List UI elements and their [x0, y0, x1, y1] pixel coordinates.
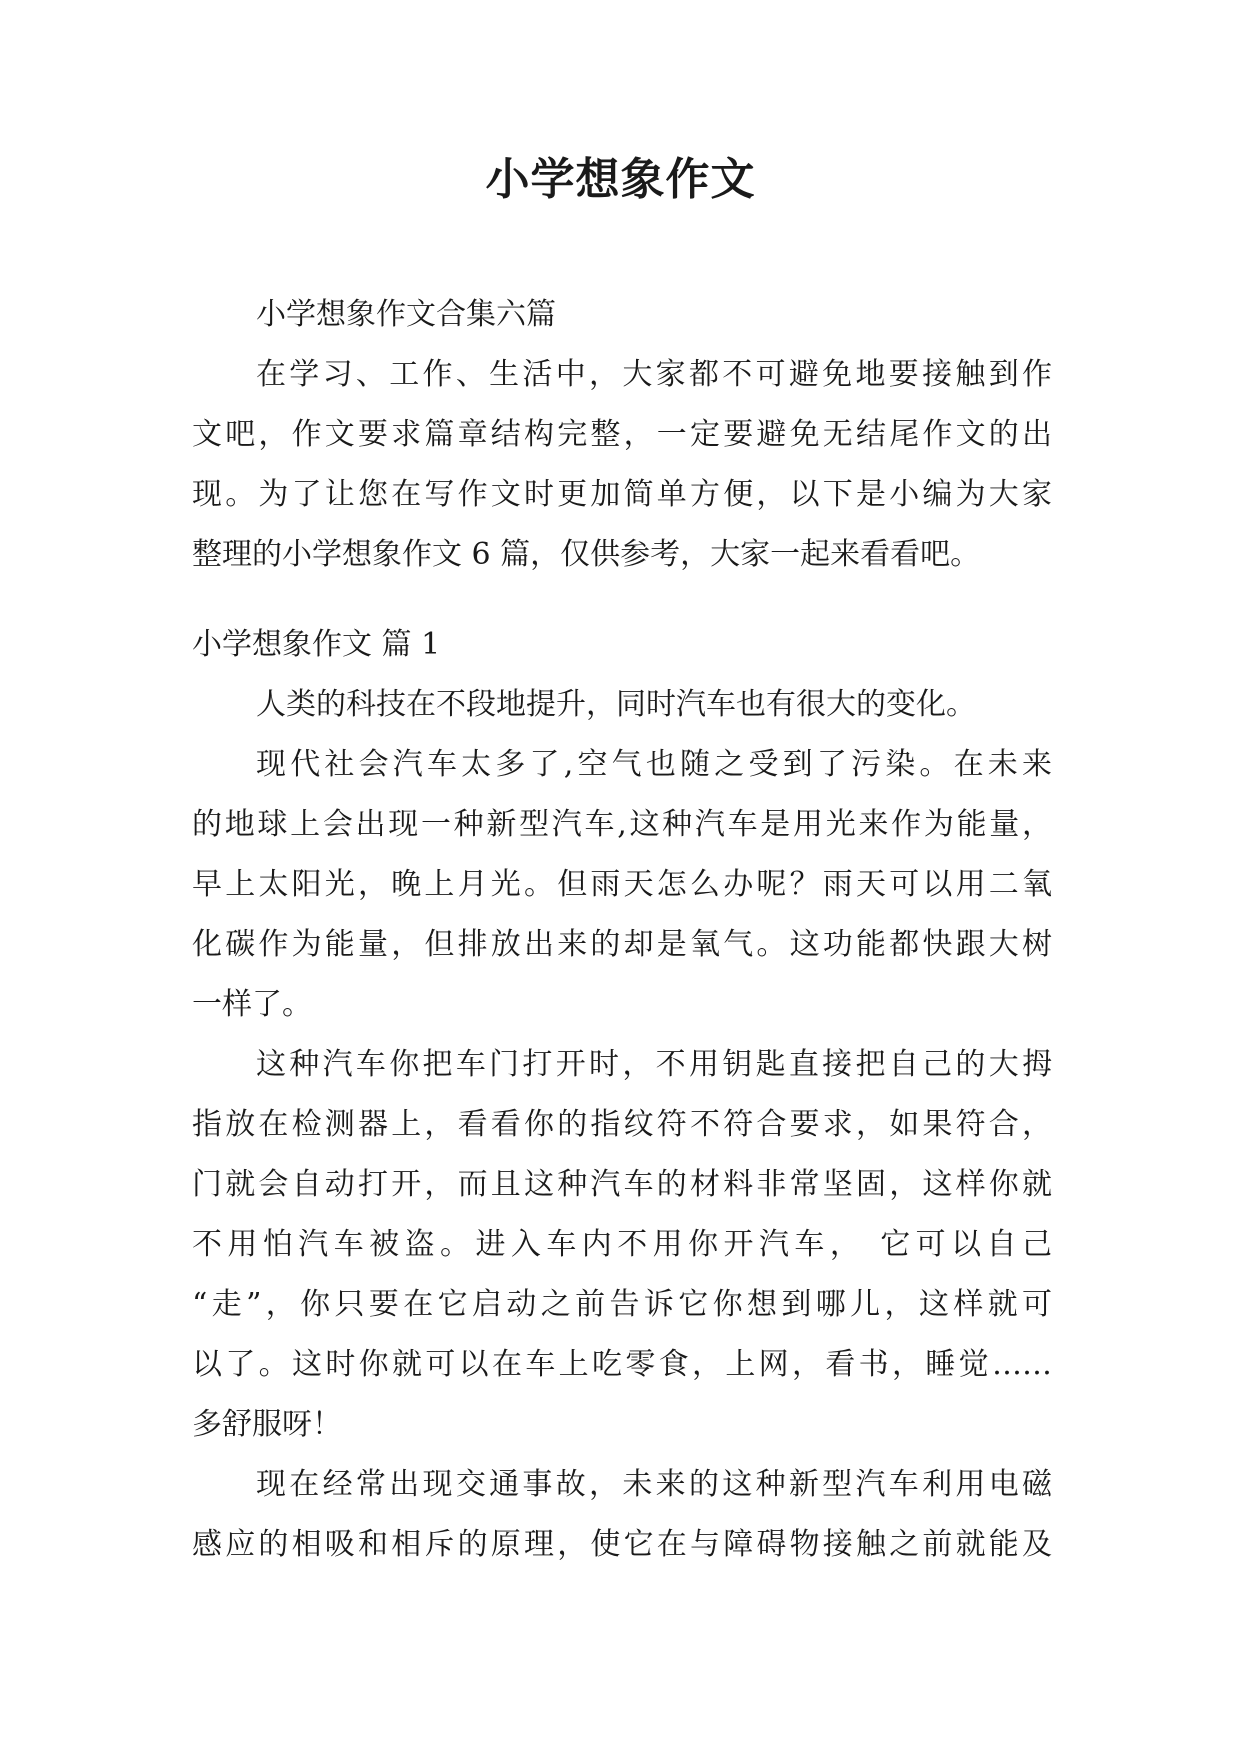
text-line: 以了。这时你就可以在车上吃零食，上网，看书，睡觉…… — [192, 1347, 1052, 1382]
text-line: 在学习、工作、生活中，大家都不可避免地要接触到作 — [256, 357, 1052, 392]
intro-paragraph — [192, 345, 1052, 585]
paragraph — [192, 675, 1052, 735]
text-line: 这种汽车你把车门打开时，不用钥匙直接把自己的大拇 — [256, 1047, 1052, 1082]
text-line: 文吧，作文要求篇章结构完整，一定要避免无结尾作文的出 — [192, 417, 1052, 452]
text-line: 人类的科技在不段地提升，同时汽车也有很大的变化。 — [256, 687, 976, 722]
text-line: 现代社会汽车太多了,空气也随之受到了污染。在未来 — [256, 747, 1052, 782]
text-line: 一样了。 — [192, 987, 312, 1022]
section-heading: 小学想象作文 篇 1 — [192, 627, 441, 662]
text-line: 现。为了让您在写作文时更加简单方便，以下是小编为大家 — [192, 477, 1052, 512]
text-line: 早上太阳光，晚上月光。但雨天怎么办呢？雨天可以用二氧 — [192, 867, 1052, 902]
spacer — [192, 585, 1052, 615]
text-line: 的地球上会出现一种新型汽车,这种汽车是用光来作为能量， — [192, 807, 1052, 842]
text-line: 整理的小学想象作文 6 篇，仅供参考，大家一起来看看吧。 — [192, 537, 981, 572]
paragraph — [192, 1455, 1052, 1575]
document-title: 小学想象作文 — [485, 154, 756, 205]
text-line: 多舒服呀！ — [192, 1407, 342, 1442]
text-line: 现在经常出现交通事故，未来的这种新型汽车利用电磁 — [256, 1467, 1052, 1502]
text-line: “走”，你只要在它启动之前告诉它你想到哪儿，这样就可 — [192, 1287, 1052, 1322]
text-line: 不用怕汽车被盗。进入车内不用你开汽车， 它可以自己 — [192, 1227, 1052, 1262]
paragraph — [192, 1035, 1052, 1455]
text-line: 门就会自动打开，而且这种汽车的材料非常坚固，这样你就 — [192, 1167, 1052, 1202]
text-line: 化碳作为能量，但排放出来的却是氧气。这功能都快跟大树 — [192, 927, 1052, 962]
text-line: 感应的相吸和相斥的原理，使它在与障碍物接触之前就能及 — [192, 1527, 1052, 1562]
document-body — [192, 285, 1052, 1575]
paragraph — [192, 735, 1052, 1035]
collection-subtitle: 小学想象作文合集六篇 — [256, 297, 556, 332]
text-line: 指放在检测器上，看看你的指纹符不符合要求，如果符合， — [192, 1107, 1052, 1142]
